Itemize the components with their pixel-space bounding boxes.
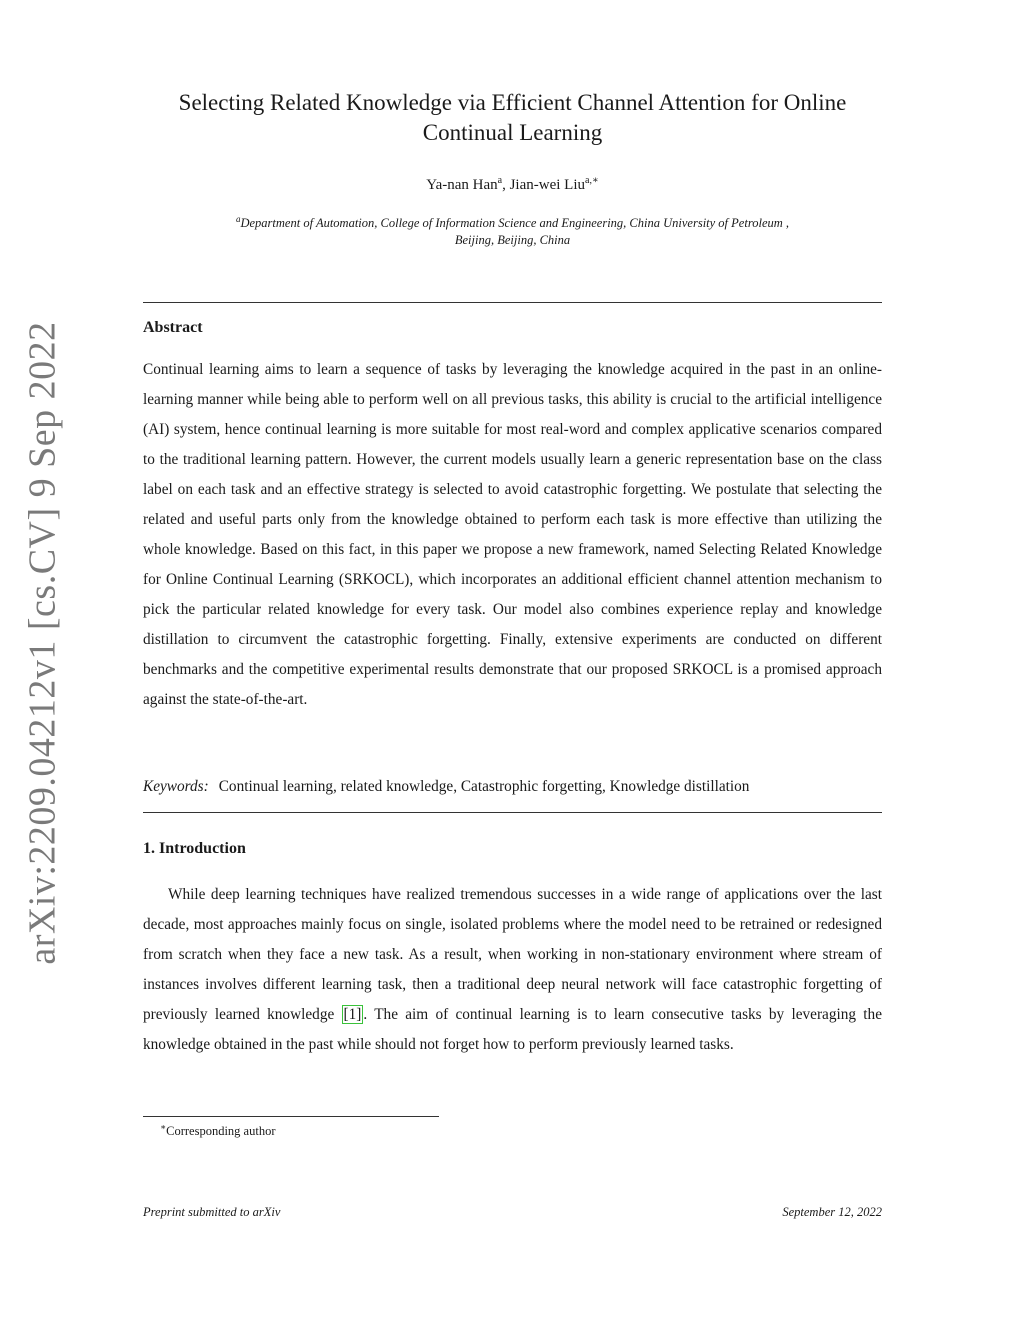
footnote — [160, 1122, 275, 1139]
footer-left: Preprint submitted to arXiv — [143, 1205, 281, 1219]
keywords-text: Continual learning, related knowledge, Catastrophic forgetting, Knowledge distillation — [218, 778, 750, 795]
introduction-paragraph — [143, 880, 882, 1060]
footnote-text: Corresponding author — [166, 1124, 276, 1139]
title-line-2: Continual Learning — [422, 120, 603, 145]
abstract-bottom-rule — [143, 812, 882, 813]
citation-link[interactable]: [1] — [343, 1006, 362, 1023]
keywords-label: Keywords: — [143, 778, 209, 795]
title-line-1: Selecting Related Knowledge via Efficient Channel Attention for Online — [178, 90, 847, 115]
section-heading-introduction: 1. Introduction — [143, 840, 246, 857]
footnote-rule — [143, 1116, 439, 1117]
author-affiliation-mark: a — [497, 175, 503, 186]
author-affiliation-mark: a,∗ — [585, 175, 599, 186]
page-footer — [143, 1205, 882, 1220]
affiliation-line-2: Beijing, Beijing, China — [454, 233, 571, 248]
paper-title — [143, 88, 882, 148]
affiliation-line-1: Department of Automation, College of Information Science and Engineering, China University of Petroleum , — [240, 216, 790, 231]
footer-date: September 12, 2022 — [782, 1205, 882, 1219]
abstract-text: Continual learning aims to learn a sequence of tasks by leveraging the knowledge acquired in the past in an online-learning manner while being able to perform well on all previous tasks, this ability is crucial to the artificial intelligence (AI) system, hence continual learning is more suitable for most real-word and complex applicative scenarios compared to the traditional learning pattern. However, the current models usually learn a generic representation base on the class label on each task and an effective strategy is selected to avoid catastrophic forgetting. We postulate that selecting the related and useful parts only from the knowledge obtained to perform each task is more effective than utilizing the whole knowledge. Based on this fact, in this paper we propose a new framework, named Selecting Related Knowledge for Online Continual Learning (SRKOCL), which incorporates an additional efficient channel attention mechanism to pick the particular related knowledge for every task. Our model also combines experience replay and knowledge distillation to circumvent the catastrophic forgetting. Finally, extensive experiments are conducted on different benchmarks and the competitive experimental results demonstrate that our proposed SRKOCL is a promised approach against the state-of-the-art. — [143, 361, 882, 708]
affiliation — [143, 211, 882, 249]
arxiv-identifier — [18, 320, 68, 965]
author-name: Ya-nan Han — [426, 177, 498, 193]
intro-text-part-2: . The aim of continual learning is to learn consecutive tasks by leveraging the knowledge obtained in the past while should not forget how to perform previously learned tasks. — [143, 1006, 882, 1053]
affiliation-mark: a — [235, 214, 241, 224]
keywords — [143, 778, 882, 796]
arxiv-id-text: arXiv:2209.04212v1 [cs.CV] 9 Sep 2022 — [22, 320, 64, 965]
abstract-top-rule — [143, 302, 882, 303]
abstract-heading: Abstract — [143, 319, 203, 336]
intro-text-part-1: While deep learning techniques have realized tremendous successes in a wide range of applications over the last decade, most approaches mainly focus on single, isolated problems where the model need to be retrained or redesigned from scratch when they face a new task. As a result, when working in non-stationary environment where stream of instances involves different learning task, then a traditional deep neural network will face catastrophic forgetting of previously learned knowledge — [143, 886, 882, 1023]
author-list: Ya-nan Han$^a$, Jian-wei Liu$^{a,∗}$ — [426, 175, 599, 193]
footnote-mark: ∗ — [160, 1122, 167, 1132]
author-name: Jian-wei Liu — [509, 177, 585, 193]
